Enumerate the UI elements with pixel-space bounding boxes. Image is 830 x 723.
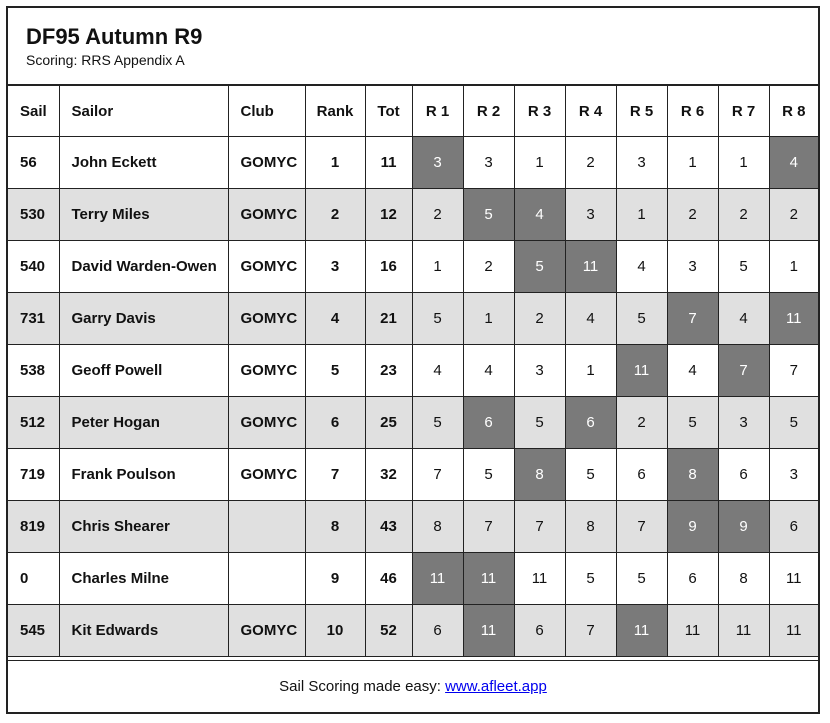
sail-cell: 540 (8, 241, 59, 293)
table-row (8, 501, 818, 553)
club-cell: GOMYC (228, 449, 305, 501)
race-score-cell: 3 (514, 345, 565, 397)
column-r7-header: R 7 (718, 86, 769, 137)
race-score-cell: 7 (565, 605, 616, 657)
discarded-race-score-cell: 9 (667, 501, 718, 553)
rank-cell: 2 (305, 189, 365, 241)
sail-cell: 719 (8, 449, 59, 501)
discarded-race-score-cell: 6 (565, 397, 616, 449)
race-score-cell: 11 (667, 605, 718, 657)
race-score-cell: 1 (463, 293, 514, 345)
discarded-race-score-cell: 7 (718, 345, 769, 397)
sail-cell: 731 (8, 293, 59, 345)
sailor-cell: John Eckett (59, 137, 228, 189)
club-cell (228, 501, 305, 553)
club-cell: GOMYC (228, 293, 305, 345)
discarded-race-score-cell: 8 (667, 449, 718, 501)
discarded-race-score-cell: 11 (412, 553, 463, 605)
sail-cell: 0 (8, 553, 59, 605)
table-row (8, 449, 818, 501)
sail-cell: 538 (8, 345, 59, 397)
column-r3-header: R 3 (514, 86, 565, 137)
total-cell: 25 (365, 397, 412, 449)
race-score-cell: 1 (667, 137, 718, 189)
race-score-cell: 7 (769, 345, 818, 397)
race-score-cell: 5 (514, 397, 565, 449)
race-score-cell: 2 (565, 137, 616, 189)
race-score-cell: 4 (616, 241, 667, 293)
club-cell: GOMYC (228, 241, 305, 293)
discarded-race-score-cell: 8 (514, 449, 565, 501)
race-score-cell: 5 (718, 241, 769, 293)
race-score-cell: 11 (769, 553, 818, 605)
race-score-cell: 3 (565, 189, 616, 241)
race-score-cell: 11 (718, 605, 769, 657)
club-cell: GOMYC (228, 345, 305, 397)
discarded-race-score-cell: 11 (769, 293, 818, 345)
race-score-cell: 11 (514, 553, 565, 605)
rank-cell: 7 (305, 449, 365, 501)
discarded-race-score-cell: 4 (514, 189, 565, 241)
sail-cell: 56 (8, 137, 59, 189)
sailor-cell: Kit Edwards (59, 605, 228, 657)
table-row (8, 605, 818, 657)
total-cell: 12 (365, 189, 412, 241)
discarded-race-score-cell: 5 (463, 189, 514, 241)
column-r2-header: R 2 (463, 86, 514, 137)
race-score-cell: 4 (565, 293, 616, 345)
table-row (8, 189, 818, 241)
discarded-race-score-cell: 11 (616, 345, 667, 397)
sail-cell: 512 (8, 397, 59, 449)
race-score-cell: 2 (463, 241, 514, 293)
sail-cell: 530 (8, 189, 59, 241)
discarded-race-score-cell: 9 (718, 501, 769, 553)
race-score-cell: 2 (718, 189, 769, 241)
sail-cell: 819 (8, 501, 59, 553)
rank-cell: 8 (305, 501, 365, 553)
discarded-race-score-cell: 3 (412, 137, 463, 189)
race-score-cell: 1 (565, 345, 616, 397)
rank-cell: 3 (305, 241, 365, 293)
rank-cell: 1 (305, 137, 365, 189)
footer-text: Sail Scoring made easy: (279, 678, 446, 695)
total-cell: 46 (365, 553, 412, 605)
race-score-cell: 1 (514, 137, 565, 189)
column-r5-header: R 5 (616, 86, 667, 137)
results-body (8, 137, 818, 657)
race-score-cell: 5 (616, 293, 667, 345)
sail-cell: 545 (8, 605, 59, 657)
discarded-race-score-cell: 11 (565, 241, 616, 293)
table-row (8, 293, 818, 345)
club-cell: GOMYC (228, 605, 305, 657)
race-score-cell: 1 (769, 241, 818, 293)
discarded-race-score-cell: 4 (769, 137, 818, 189)
sailor-cell: Terry Miles (59, 189, 228, 241)
rank-cell: 5 (305, 345, 365, 397)
race-score-cell: 7 (412, 449, 463, 501)
race-score-cell: 8 (718, 553, 769, 605)
race-score-cell: 5 (769, 397, 818, 449)
sailor-cell: Charles Milne (59, 553, 228, 605)
rank-cell: 4 (305, 293, 365, 345)
scoring-subtitle: Scoring: RRS Appendix A (26, 52, 185, 68)
club-cell: GOMYC (228, 397, 305, 449)
rank-cell: 6 (305, 397, 365, 449)
total-cell: 11 (365, 137, 412, 189)
race-score-cell: 5 (412, 397, 463, 449)
discarded-race-score-cell: 11 (463, 553, 514, 605)
column-r8-header: R 8 (769, 86, 818, 137)
race-score-cell: 8 (565, 501, 616, 553)
race-score-cell: 2 (769, 189, 818, 241)
sailor-cell: Peter Hogan (59, 397, 228, 449)
race-score-cell: 4 (463, 345, 514, 397)
race-score-cell: 3 (718, 397, 769, 449)
race-score-cell: 11 (769, 605, 818, 657)
column-r6-header: R 6 (667, 86, 718, 137)
race-score-cell: 8 (412, 501, 463, 553)
race-score-cell: 5 (463, 449, 514, 501)
total-cell: 23 (365, 345, 412, 397)
afleet-link[interactable]: www.afleet.app (445, 678, 547, 695)
table-row (8, 241, 818, 293)
column-club-header: Club (228, 86, 305, 137)
column-sail-header: Sail (8, 86, 59, 137)
race-score-cell: 6 (718, 449, 769, 501)
total-cell: 21 (365, 293, 412, 345)
column-sailor-header: Sailor (59, 86, 228, 137)
sailor-cell: Chris Shearer (59, 501, 228, 553)
race-score-cell: 2 (616, 397, 667, 449)
footer (8, 660, 818, 712)
rank-cell: 9 (305, 553, 365, 605)
discarded-race-score-cell: 11 (463, 605, 514, 657)
sailor-cell: Geoff Powell (59, 345, 228, 397)
race-score-cell: 3 (769, 449, 818, 501)
race-score-cell: 7 (463, 501, 514, 553)
race-score-cell: 5 (565, 553, 616, 605)
results-header (8, 8, 818, 86)
club-cell (228, 553, 305, 605)
table-row (8, 345, 818, 397)
discarded-race-score-cell: 6 (463, 397, 514, 449)
results-table (8, 86, 818, 657)
discarded-race-score-cell: 11 (616, 605, 667, 657)
race-score-cell: 3 (463, 137, 514, 189)
rank-cell: 10 (305, 605, 365, 657)
race-score-cell: 6 (412, 605, 463, 657)
race-score-cell: 6 (616, 449, 667, 501)
results-sheet (6, 6, 820, 714)
column-rank-header: Rank (305, 86, 365, 137)
total-cell: 16 (365, 241, 412, 293)
race-score-cell: 3 (616, 137, 667, 189)
column-tot-header: Tot (365, 86, 412, 137)
race-score-cell: 5 (667, 397, 718, 449)
race-score-cell: 4 (718, 293, 769, 345)
race-score-cell: 4 (412, 345, 463, 397)
column-r4-header: R 4 (565, 86, 616, 137)
table-header-row (8, 86, 818, 137)
race-score-cell: 6 (769, 501, 818, 553)
race-score-cell: 1 (718, 137, 769, 189)
race-score-cell: 2 (412, 189, 463, 241)
race-score-cell: 1 (616, 189, 667, 241)
table-row (8, 137, 818, 189)
column-r1-header: R 1 (412, 86, 463, 137)
page-title: DF95 Autumn R9 (26, 24, 203, 49)
total-cell: 52 (365, 605, 412, 657)
race-score-cell: 4 (667, 345, 718, 397)
discarded-race-score-cell: 7 (667, 293, 718, 345)
race-score-cell: 5 (412, 293, 463, 345)
club-cell: GOMYC (228, 137, 305, 189)
race-score-cell: 1 (412, 241, 463, 293)
race-score-cell: 7 (514, 501, 565, 553)
discarded-race-score-cell: 5 (514, 241, 565, 293)
race-score-cell: 6 (514, 605, 565, 657)
race-score-cell: 2 (514, 293, 565, 345)
sailor-cell: Frank Poulson (59, 449, 228, 501)
total-cell: 32 (365, 449, 412, 501)
total-cell: 43 (365, 501, 412, 553)
race-score-cell: 7 (616, 501, 667, 553)
race-score-cell: 6 (667, 553, 718, 605)
sailor-cell: David Warden-Owen (59, 241, 228, 293)
race-score-cell: 5 (565, 449, 616, 501)
table-row (8, 553, 818, 605)
sailor-cell: Garry Davis (59, 293, 228, 345)
race-score-cell: 5 (616, 553, 667, 605)
club-cell: GOMYC (228, 189, 305, 241)
race-score-cell: 2 (667, 189, 718, 241)
race-score-cell: 3 (667, 241, 718, 293)
table-row (8, 397, 818, 449)
